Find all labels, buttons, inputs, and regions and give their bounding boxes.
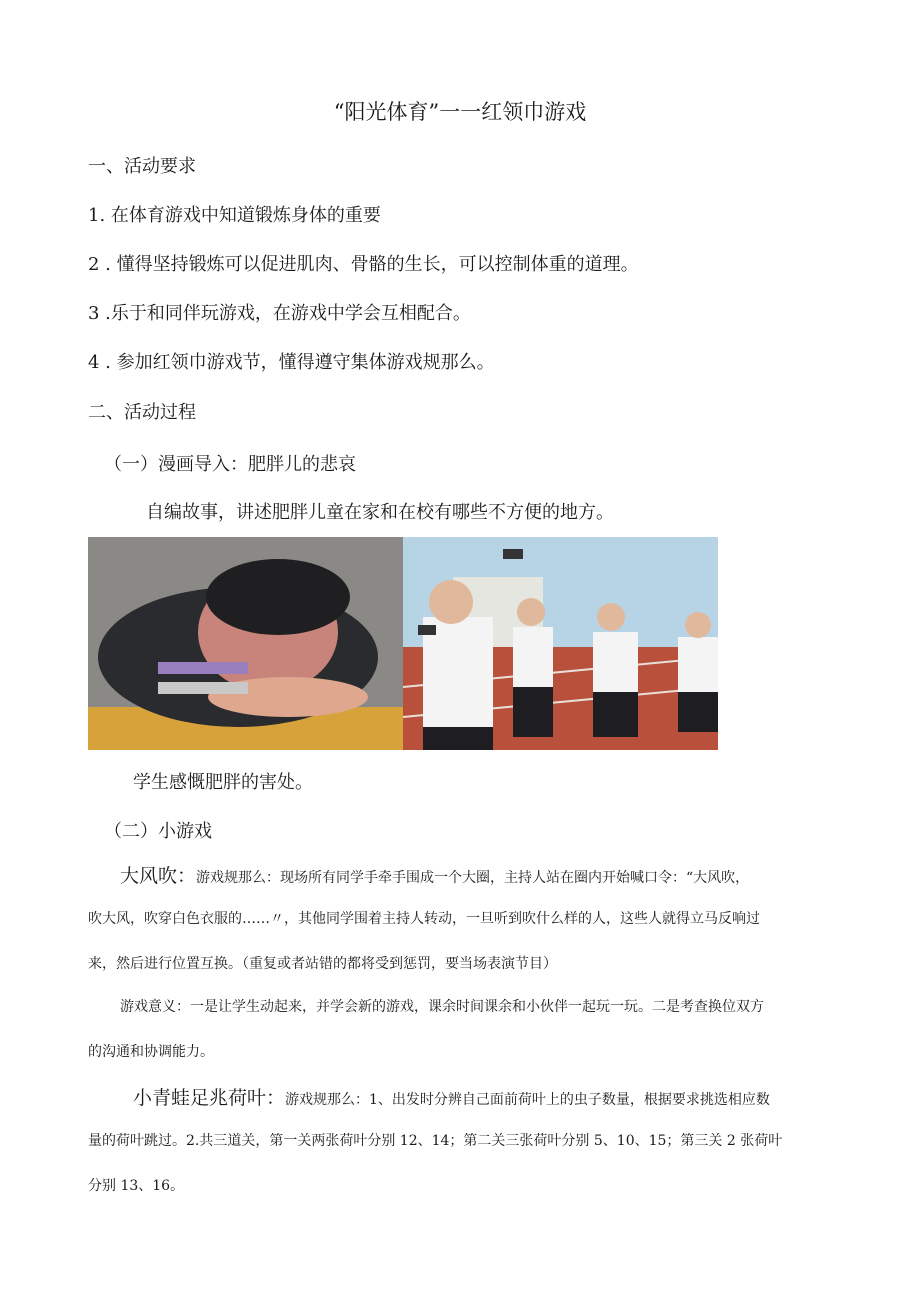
game-frog-rule-line-1: 游戏规那么：1、出发时分辨自己面前荷叶上的虫子数量，根据要求挑选相应数 <box>285 1092 770 1108</box>
game-frog-line-1 <box>133 1083 770 1110</box>
game-meaning-line-1: 游戏意义：一是让学生动起来，并学会新的游戏，课余时间课余和小伙伴一起玩一玩。二是考查换位双方 <box>120 999 764 1015</box>
exercising-children-illustration <box>403 537 718 750</box>
game-frog-name: 小青蛙足兆荷叶： <box>133 1087 286 1109</box>
game-wind-blows-line-1 <box>120 861 749 888</box>
document-title: “阳光体育”一一红领巾游戏 <box>333 100 587 124</box>
requirement-item-1: 1. 在体育游戏中知道锻炼身体的重要 <box>88 205 381 226</box>
game-frog-rule-line-3: 分别 13、16。 <box>88 1178 185 1194</box>
photo-children-exercising <box>403 537 718 750</box>
requirement-item-4: 4 . 参加红领巾游戏节，懂得遵守集体游戏规那么。 <box>88 352 495 373</box>
reflection-paragraph: 学生感慨肥胖的害处。 <box>133 772 313 793</box>
photo-sleeping-child <box>88 537 403 750</box>
section-heading-process: 二、活动过程 <box>88 402 196 423</box>
subsection-heading-games: （二）小游戏 <box>104 821 212 842</box>
game-meaning-line-2: 的沟通和协调能力。 <box>88 1044 214 1060</box>
game-frog-rule-line-2: 量的荷叶跳过。2.共三道关，第一关两张荷叶分别 12、14；第二关三张荷叶分别 5、10、15；第三关 2 张荷叶 <box>88 1133 783 1149</box>
requirement-item-2: 2 . 懂得坚持锻炼可以促进肌肉、骨骼的生长，可以控制体重的道理。 <box>88 254 639 275</box>
section-heading-requirements: 一、活动要求 <box>88 156 196 177</box>
requirement-item-3: 3 .乐于和同伴玩游戏，在游戏中学会互相配合。 <box>88 303 471 324</box>
story-paragraph: 自编故事，讲述肥胖儿童在家和在校有哪些不方便的地方。 <box>146 502 614 523</box>
game-wind-blows-rule-line-3: 来，然后进行位置互换。（重复或者站错的都将受到惩罚，要当场表演节目） <box>88 956 557 972</box>
subsection-heading-comic: （一）漫画导入：肥胖儿的悲哀 <box>104 454 356 475</box>
illustration-photos <box>88 537 718 750</box>
game-wind-blows-rule-line-1: 游戏规那么：现场所有同学手牵手围成一个大圈，主持人站在圈内开始喊口令：“大风吹， <box>196 870 750 886</box>
game-wind-blows-name: 大风吹： <box>120 865 197 887</box>
game-wind-blows-rule-line-2: 吹大风，吹穿白色衣服的……〃，其他同学围着主持人转动，一旦听到吹什么样的人，这些人就得立马反响过 <box>88 911 760 927</box>
sleeping-child-illustration <box>88 537 403 750</box>
